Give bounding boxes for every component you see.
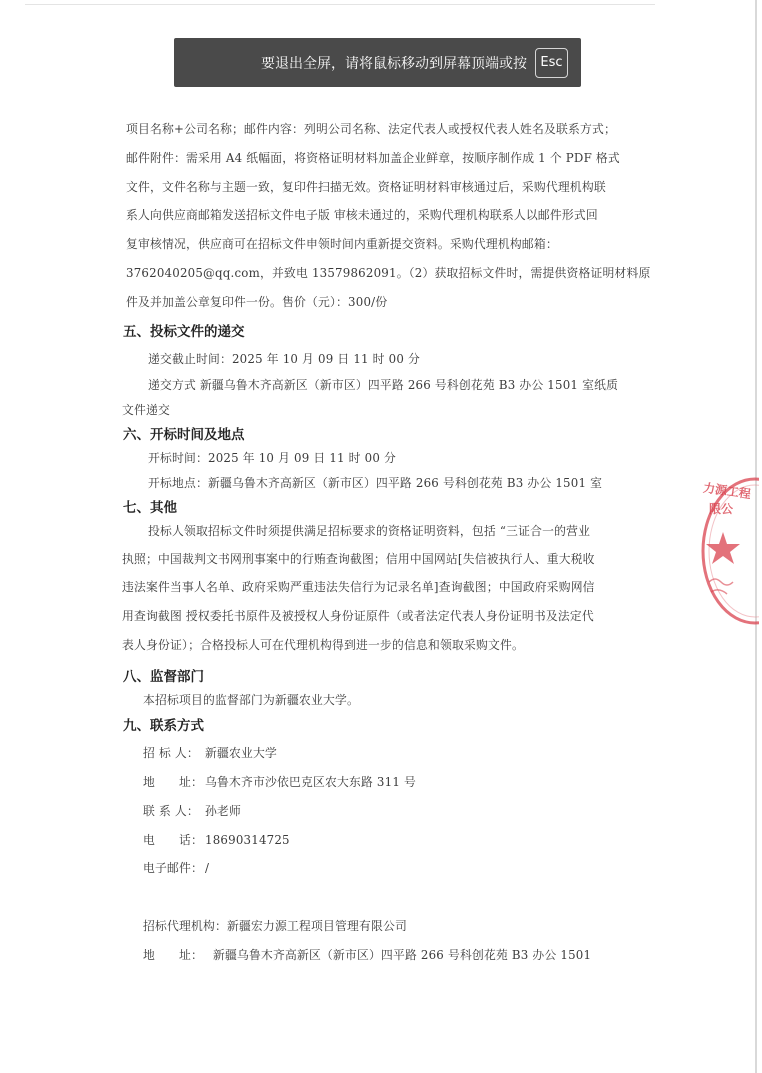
section-7-heading: 七、其他 xyxy=(123,500,177,516)
company-seal xyxy=(697,474,759,629)
intro-line-3: 文件，文件名称与主题一致，复印件扫描无效。资格证明材料审核通过后，采购代理机构联 xyxy=(126,180,606,194)
section-8-line-1: 本招标项目的监督部门为新疆农业大学。 xyxy=(143,693,359,707)
contact-row-person xyxy=(143,802,241,819)
contact-label: 招 标 人： xyxy=(143,746,199,760)
contact-value: 乌鲁木齐市沙依巴克区农大东路 311 号 xyxy=(205,775,416,789)
contact-label: 联 系 人： xyxy=(143,804,199,818)
intro-line-7: 件及并加盖公章复印件一份。售价（元）：300/份 xyxy=(126,295,388,309)
fullscreen-exit-banner xyxy=(174,38,581,87)
seal-text-mid: 限公 xyxy=(709,502,734,516)
agency-address-label: 地 址： xyxy=(143,948,203,962)
contact-row-phone xyxy=(143,831,290,848)
section-9-heading: 九、联系方式 xyxy=(123,718,204,734)
contact-row-address xyxy=(143,773,416,790)
seal-star xyxy=(706,532,740,564)
seal-scribble xyxy=(709,579,733,594)
seal-text-top: 力源工程 xyxy=(702,480,752,502)
agency-label: 招标代理机构： xyxy=(143,919,227,933)
section-6-line-2: 开标地点：新疆乌鲁木齐高新区（新市区）四平路 266 号科创花苑 B3 办公 1501 室 xyxy=(148,476,603,490)
section-7-line-2: 执照；中国裁判文书网刑事案中的行贿查询截图；信用中国网站[失信被执行人、重大税收 xyxy=(122,552,595,566)
agency-address-value: 新疆乌鲁木齐高新区（新市区）四平路 266 号科创花苑 B3 办公 1501 xyxy=(213,948,592,962)
section-6-line-1: 开标时间：2025 年 10 月 09 日 11 时 00 分 xyxy=(148,451,396,465)
agency-value: 新疆宏力源工程项目管理有限公司 xyxy=(226,919,407,933)
agency-row xyxy=(143,917,407,934)
intro-line-6: 3762040205@qq.com，并致电 13579862091。（2）获取招标文件时，需提供资格证明材料原 xyxy=(126,266,651,280)
intro-line-1: 项目名称+公司名称；邮件内容：列明公司名称、法定代表人或授权代表人姓名及联系方式； xyxy=(126,122,616,136)
section-7-line-1: 投标人领取招标文件时须提供满足招标要求的资格证明资料，包括 “三证合一的营业 xyxy=(148,524,591,538)
section-5-line-2: 递交方式 新疆乌鲁木齐高新区（新市区）四平路 266 号科创花苑 B3 办公 1501 室纸质 xyxy=(148,378,619,392)
section-6-heading: 六、开标时间及地点 xyxy=(123,427,245,443)
contact-value: 18690314725 xyxy=(205,833,290,847)
intro-line-2: 邮件附件：需采用 A4 纸幅面，将资格证明材料加盖企业鲜章，按顺序制作成 1 个 PDF 格式 xyxy=(126,151,620,165)
section-7-line-3: 违法案件当事人名单、政府采购严重违法失信行为记录名单]查询截图；中国政府采购网信 xyxy=(122,580,595,594)
section-5-line-1: 递交截止时间：2025 年 10 月 09 日 11 时 00 分 xyxy=(148,352,420,366)
intro-line-5: 复审核情况，供应商可在招标文件申领时间内重新提交资料。采购代理机构邮箱： xyxy=(126,237,558,251)
contact-label: 电子邮件： xyxy=(143,861,203,875)
contact-row-tenderer xyxy=(143,744,277,761)
contact-row-email xyxy=(143,859,209,876)
section-8-heading: 八、监督部门 xyxy=(123,669,204,685)
contact-label: 电 话： xyxy=(143,833,203,847)
intro-line-4: 系人向供应商邮箱发送招标文件电子版 审核未通过的，采购代理机构联系人以邮件形式回 xyxy=(126,208,598,222)
section-5-line-3: 文件递交 xyxy=(122,403,170,417)
section-5-heading: 五、投标文件的递交 xyxy=(123,324,245,340)
section-7-line-4: 用查询截图 授权委托书原件及被授权人身份证原件（或者法定代表人身份证明书及法定代 xyxy=(122,609,594,623)
contact-label: 地 址： xyxy=(143,775,203,789)
contact-value: 新疆农业大学 xyxy=(205,746,277,760)
section-7-line-5: 表人身份证）；合格投标人可在代理机构得到进一步的信息和领取采购文件。 xyxy=(122,638,524,652)
esc-key-button[interactable]: Esc xyxy=(535,48,568,78)
contact-value: / xyxy=(205,861,210,875)
fullscreen-exit-message: 要退出全屏，请将鼠标移动到屏幕顶端或按 xyxy=(261,55,527,72)
contact-value: 孙老师 xyxy=(205,804,241,818)
agency-address-row xyxy=(143,946,591,963)
